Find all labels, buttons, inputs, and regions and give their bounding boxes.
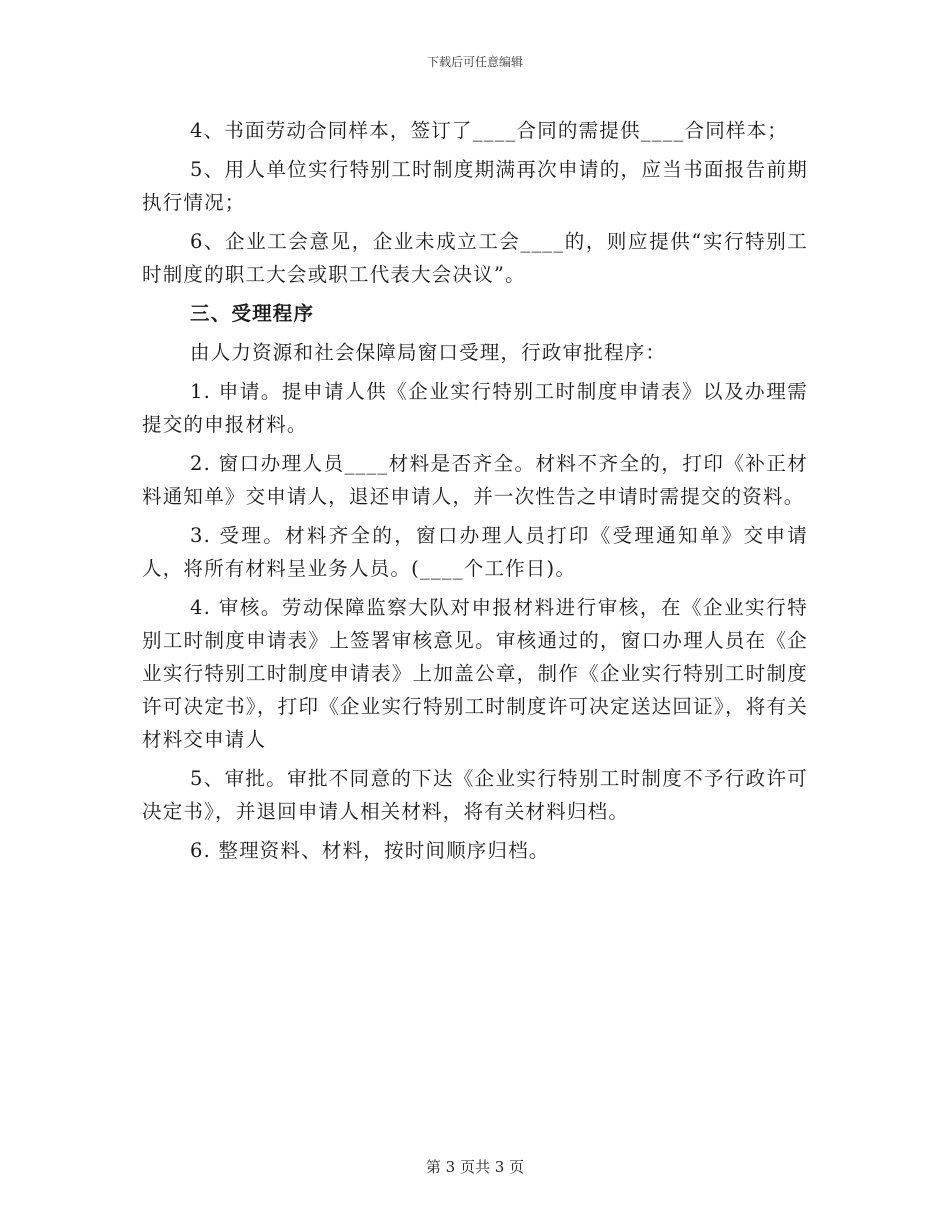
paragraph-step-1: 1. 申请。提申请人供《企业实行特别工时制度申请表》以及办理需提交的申报材料。	[142, 380, 808, 436]
paragraph-step-4: 4. 审核。劳动保障监察大队对申报材料进行审核，在《企业实行特别工时制度申请表》上签署审核意见。审核通过的，窗口办理人员在《企业实行特别工时制度申请表》上加盖公章，制作《企业实行特别工时制度许可决定书》，打印《企业实行特别工时制度许可决定送达回证》，将有关材料交申请人	[142, 596, 808, 751]
paragraph-step-6: 6. 整理资料、材料，按时间顺序归档。	[190, 839, 550, 862]
paragraph-step-5: 5、审批。审批不同意的下达《企业实行特别工时制度不予行政许可决定书》，并退回申请人相关材料，将有关材料归档。	[142, 767, 808, 823]
paragraph-intro: 由人力资源和社会保障局窗口受理，行政审批程序：	[190, 341, 667, 364]
paragraph-step-2: 2. 窗口办理人员____材料是否齐全。材料不齐全的，打印《补正材料通知单》交申请人，退还申请人，并一次性告之申请时需提交的资料。	[142, 452, 808, 508]
page-footer: 第 3 页共 3 页	[425, 1158, 525, 1176]
document-body	[142, 114, 808, 867]
paragraph-item-5: 5、用人单位实行特别工时制度期满再次申请的，应当书面报告前期执行情况；	[142, 158, 808, 214]
page-header: 下载后可任意编辑	[426, 55, 523, 69]
paragraph-item-4: 4、书面劳动合同样本，签订了____合同的需提供____合同样本；	[190, 119, 789, 142]
paragraph-step-3: 3. 受理。材料齐全的，窗口办理人员打印《受理通知单》交申请人，将所有材料呈业务人员。(____个工作日)。	[142, 524, 808, 580]
paragraph-item-6: 6、企业工会意见，企业未成立工会____的，则应提供“实行特别工时制度的职工大会或职工代表大会决议”。	[142, 230, 808, 286]
section-heading: 三、受理程序	[190, 302, 315, 325]
